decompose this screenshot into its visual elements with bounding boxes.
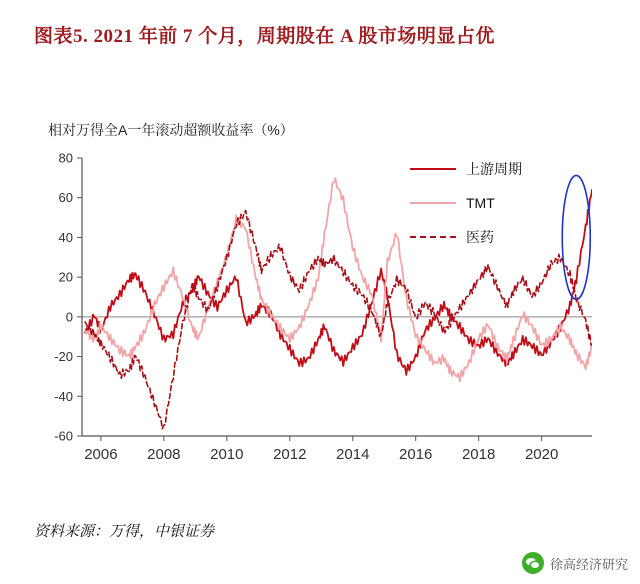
- y-axis-tick-label: 40: [58, 229, 73, 245]
- x-axis-tick-label: 2010: [210, 446, 244, 463]
- x-axis-tick-label: 2014: [336, 446, 370, 463]
- wechat-icon: [522, 552, 544, 574]
- y-axis-tick-label: 60: [58, 190, 73, 206]
- page-title: 图表5. 2021 年前 7 个月，周期股在 A 股市场明显占优: [34, 26, 495, 47]
- chart-axis-title: 相对万得全A一年滚动超额收益率（%）: [48, 122, 294, 138]
- x-axis-tick-label: 2018: [461, 446, 496, 463]
- legend-label-tmt: TMT: [466, 195, 495, 211]
- y-axis-tick-label: -60: [54, 428, 73, 444]
- x-axis-tick-label: 2012: [273, 446, 307, 463]
- footer-label: 徐高经济研究: [549, 556, 628, 572]
- y-axis-tick-label: 0: [65, 309, 73, 325]
- x-axis-tick-label: 2008: [147, 446, 181, 463]
- y-axis-tick-label: -20: [54, 349, 73, 365]
- footer-badge: [522, 552, 628, 574]
- chart-plot-area: [30, 148, 610, 478]
- chart-source: 资料来源：万得，中银证券: [34, 524, 215, 540]
- legend-label-upstream: 上游周期: [466, 161, 522, 177]
- chart-container: [30, 112, 610, 512]
- chart-svg: [30, 148, 610, 478]
- series-line: [85, 211, 592, 429]
- y-axis-tick-label: 80: [58, 150, 73, 166]
- x-axis-tick-label: 2016: [399, 446, 433, 463]
- series-line: [85, 190, 592, 375]
- x-axis-tick-label: 2020: [524, 446, 559, 463]
- x-axis-tick-label: 2006: [84, 446, 118, 463]
- y-axis-tick-label: -40: [54, 388, 73, 404]
- y-axis-tick-label: 20: [58, 269, 73, 285]
- legend-label-pharma: 医药: [466, 229, 494, 245]
